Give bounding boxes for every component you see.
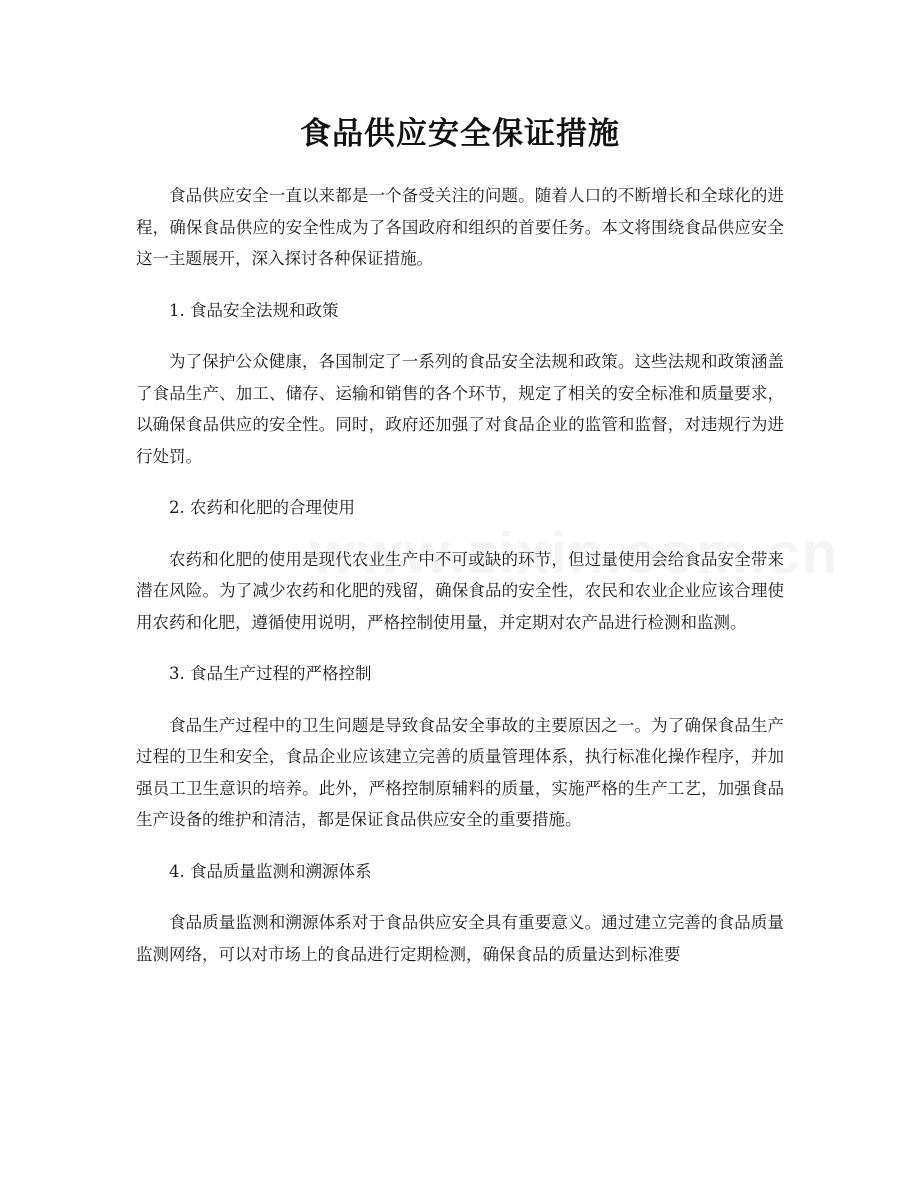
section-heading-3: 3. 食品生产过程的严格控制	[169, 664, 372, 683]
section-paragraph-3: 食品生产过程中的卫生问题是导致食品安全事故的主要原因之一。为了确保食品生产过程的卫生和安全，食品企业应该建立完善的质量管理体系，执行标准化操作程序，并加强员工卫生意识的培养。此外，严格控制原辅料的质量，实施严格的生产工艺，加强食品生产设备的维护和清洁，都是保证食品供应安全的重要措施。	[136, 715, 784, 829]
section-heading-4: 4. 食品质量监测和溯源体系	[169, 861, 372, 881]
document-body	[136, 180, 784, 970]
section-heading-2: 2. 农药和化肥的合理使用	[169, 498, 355, 517]
section-paragraph-4: 食品质量监测和溯源体系对于食品供应安全具有重要意义。通过建立完善的食品质量监测网络，可以对市场上的食品进行定期检测，确保食品的质量达到标准要	[136, 913, 784, 964]
section-paragraph-1: 为了保护公众健康，各国制定了一系列的食品安全法规和政策。这些法规和政策涵盖了食品生产、加工、储存、运输和销售的各个环节，规定了相关的安全标准和质量要求，以确保食品供应的安全性。同时，政府还加强了对食品企业的监管和监督，对违规行为进行处罚。	[136, 352, 784, 466]
page-title: 食品供应安全保证措施	[300, 116, 620, 152]
intro-paragraph: 食品供应安全一直以来都是一个备受关注的问题。随着人口的不断增长和全球化的进程，确保食品供应的安全性成为了各国政府和组织的首要任务。本文将围绕食品供应安全这一主题展开，深入探讨各种保证措施。	[136, 186, 784, 268]
section-paragraph-2: 农药和化肥的使用是现代农业生产中不可或缺的环节，但过量使用会给食品安全带来潜在风险。为了减少农药和化肥的残留，确保食品的安全性，农民和农业企业应该合理使用农药和化肥，遵循使用说明，严格控制使用量，并定期对农产品进行检测和监测。	[136, 549, 784, 632]
section-heading-1: 1. 食品安全法规和政策	[169, 300, 339, 320]
